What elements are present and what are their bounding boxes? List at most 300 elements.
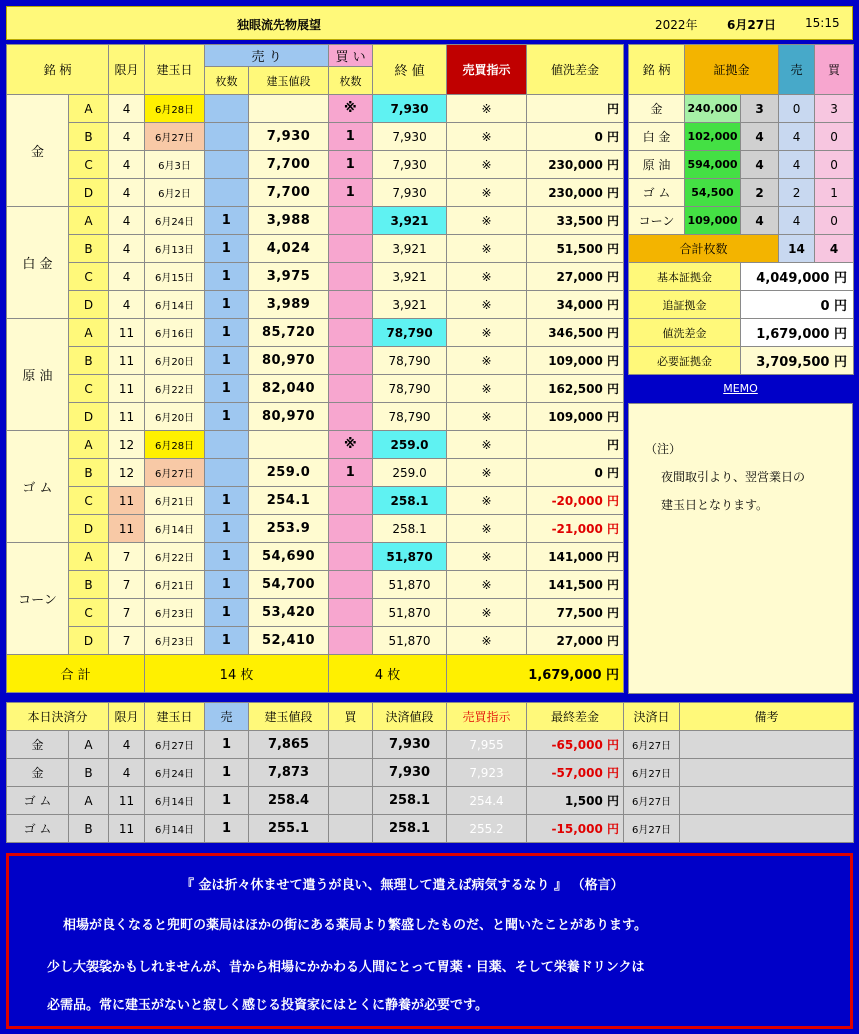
- diff-value: 230,000 円: [527, 179, 624, 207]
- date-label: 6月27日: [727, 18, 777, 32]
- open-date: 6月14日: [145, 291, 205, 319]
- close-price: 7,930: [373, 151, 447, 179]
- limit-month: 7: [109, 571, 145, 599]
- memo-link[interactable]: MEMO: [723, 382, 758, 395]
- settled-entry-price: 258.4: [249, 787, 329, 815]
- header-diff: 値洗差金: [527, 45, 624, 95]
- position-slot: D: [69, 291, 109, 319]
- settled-buy: [329, 815, 373, 843]
- close-price: 3,921: [373, 263, 447, 291]
- total-label: 合 計: [7, 655, 145, 693]
- additional-margin-value: 0 円: [741, 291, 854, 319]
- open-date: 6月22日: [145, 375, 205, 403]
- instrument-name: ゴ ム: [7, 431, 69, 543]
- settled-entry-price: 7,873: [249, 759, 329, 787]
- diff-value: 円: [527, 431, 624, 459]
- entry-price: 3,989: [249, 291, 329, 319]
- trade-signal: ※: [447, 123, 527, 151]
- limit-month: 12: [109, 459, 145, 487]
- margin-qty: 4: [741, 151, 779, 179]
- position-slot: C: [69, 375, 109, 403]
- settled-slot: A: [69, 731, 109, 759]
- diff-value: 109,000 円: [527, 403, 624, 431]
- settled-remarks: [680, 815, 854, 843]
- margin-buy: 3: [815, 95, 854, 123]
- limit-month: 4: [109, 123, 145, 151]
- limit-month: 4: [109, 291, 145, 319]
- sell-qty: [205, 179, 249, 207]
- sell-qty: 1: [205, 235, 249, 263]
- diff-value: 109,000 円: [527, 347, 624, 375]
- sell-qty: 1: [205, 515, 249, 543]
- open-date: 6月13日: [145, 235, 205, 263]
- settled-final-diff: -15,000 円: [527, 815, 624, 843]
- diff-value: 51,500 円: [527, 235, 624, 263]
- header-open-date: 建玉日: [145, 45, 205, 95]
- settled-price: 258.1: [373, 787, 447, 815]
- entry-price: 52,410: [249, 627, 329, 655]
- trade-signal: ※: [447, 347, 527, 375]
- position-slot: A: [69, 319, 109, 347]
- sell-qty: 1: [205, 599, 249, 627]
- close-price: 51,870: [373, 543, 447, 571]
- settled-slot: B: [69, 759, 109, 787]
- position-slot: B: [69, 235, 109, 263]
- total-diff: 1,679,000 円: [447, 655, 624, 693]
- header-sell: 売 り: [205, 45, 329, 67]
- diff-value: 0 円: [527, 459, 624, 487]
- sell-qty: [205, 95, 249, 123]
- settled-remarks: [680, 759, 854, 787]
- limit-month: 4: [109, 235, 145, 263]
- entry-price: [249, 95, 329, 123]
- position-row: [7, 459, 624, 487]
- margin-row: [629, 95, 854, 123]
- entry-price: 80,970: [249, 347, 329, 375]
- position-row: [7, 599, 624, 627]
- settled-row: [7, 815, 854, 843]
- position-row: [7, 235, 624, 263]
- buy-qty: [329, 571, 373, 599]
- margin-amount: 240,000: [685, 95, 741, 123]
- close-price: 51,870: [373, 627, 447, 655]
- buy-qty: 1: [329, 151, 373, 179]
- limit-month: 11: [109, 319, 145, 347]
- memo-line-1: （注）: [645, 442, 682, 456]
- trade-signal: ※: [447, 459, 527, 487]
- position-row: [7, 571, 624, 599]
- sell-qty: 1: [205, 627, 249, 655]
- instrument-name: コーン: [7, 543, 69, 655]
- header-instrument: 銘 柄: [7, 45, 109, 95]
- margin-row: [629, 207, 854, 235]
- instrument-name: 白 金: [7, 207, 69, 319]
- position-slot: C: [69, 487, 109, 515]
- settled-header-open-date: 建玉日: [145, 703, 205, 731]
- settled-month: 4: [109, 759, 145, 787]
- buy-qty: [329, 319, 373, 347]
- header-sell-qty: 枚数: [205, 67, 249, 95]
- position-row: [7, 319, 624, 347]
- buy-qty: 1: [329, 459, 373, 487]
- diff-value: 162,500 円: [527, 375, 624, 403]
- entry-price: 54,700: [249, 571, 329, 599]
- diff-value: 円: [527, 95, 624, 123]
- entry-price: 85,720: [249, 319, 329, 347]
- settled-month: 11: [109, 787, 145, 815]
- sell-qty: 1: [205, 375, 249, 403]
- settled-final-diff: 1,500 円: [527, 787, 624, 815]
- trade-signal: ※: [447, 543, 527, 571]
- margin-header-sell: 売: [779, 45, 815, 95]
- position-slot: D: [69, 403, 109, 431]
- limit-month: 11: [109, 487, 145, 515]
- buy-qty: ※: [329, 95, 373, 123]
- open-date: 6月23日: [145, 627, 205, 655]
- total-buy: 4 枚: [329, 655, 447, 693]
- position-row: [7, 487, 624, 515]
- entry-price: 3,988: [249, 207, 329, 235]
- settled-row: [7, 731, 854, 759]
- settled-remarks: [680, 731, 854, 759]
- settled-instrument: ゴ ム: [7, 787, 69, 815]
- margin-header-buy: 買: [815, 45, 854, 95]
- position-row: [7, 347, 624, 375]
- settled-open-date: 6月14日: [145, 815, 205, 843]
- position-row: [7, 375, 624, 403]
- position-slot: A: [69, 207, 109, 235]
- margin-total-sell: 14: [779, 235, 815, 263]
- settled-price: 258.1: [373, 815, 447, 843]
- buy-qty: [329, 347, 373, 375]
- required-margin-label: 必要証拠金: [629, 347, 741, 375]
- margin-row: [629, 123, 854, 151]
- instrument-name: 金: [7, 95, 69, 207]
- limit-month: 11: [109, 347, 145, 375]
- close-price: 7,930: [373, 179, 447, 207]
- margin-sell: 2: [779, 179, 815, 207]
- limit-month: 4: [109, 95, 145, 123]
- buy-qty: ※: [329, 431, 373, 459]
- position-row: [7, 627, 624, 655]
- buy-qty: [329, 403, 373, 431]
- trade-signal: ※: [447, 263, 527, 291]
- margin-total-label: 合計枚数: [629, 235, 779, 263]
- trade-signal: ※: [447, 207, 527, 235]
- sell-qty: 1: [205, 487, 249, 515]
- position-slot: A: [69, 431, 109, 459]
- close-price: 78,790: [373, 403, 447, 431]
- position-slot: B: [69, 347, 109, 375]
- close-price: 51,870: [373, 571, 447, 599]
- settled-signal: 255.2: [447, 815, 527, 843]
- buy-qty: [329, 207, 373, 235]
- trade-signal: ※: [447, 571, 527, 599]
- settled-signal: 254.4: [447, 787, 527, 815]
- margin-qty: 3: [741, 95, 779, 123]
- margin-instrument: 金: [629, 95, 685, 123]
- buy-qty: 1: [329, 123, 373, 151]
- open-date: 6月20日: [145, 347, 205, 375]
- year-label: 2022年: [655, 18, 698, 32]
- open-date: 6月16日: [145, 319, 205, 347]
- position-row: [7, 207, 624, 235]
- diff-value: 0 円: [527, 123, 624, 151]
- settled-header-settle-price: 決済値段: [373, 703, 447, 731]
- buy-qty: [329, 487, 373, 515]
- settled-sell: 1: [205, 787, 249, 815]
- buy-qty: [329, 375, 373, 403]
- open-date: 6月3日: [145, 151, 205, 179]
- limit-month: 4: [109, 179, 145, 207]
- margin-buy: 0: [815, 151, 854, 179]
- settled-signal: 7,923: [447, 759, 527, 787]
- settled-instrument: 金: [7, 759, 69, 787]
- margin-amount: 109,000: [685, 207, 741, 235]
- settled-header-entry-price: 建玉値段: [249, 703, 329, 731]
- close-price: 3,921: [373, 207, 447, 235]
- entry-price: 254.1: [249, 487, 329, 515]
- position-row: [7, 95, 624, 123]
- diff-value: 141,500 円: [527, 571, 624, 599]
- diff-value: 141,000 円: [527, 543, 624, 571]
- settled-price: 7,930: [373, 731, 447, 759]
- time-label: 15:15: [805, 16, 840, 30]
- close-price: 78,790: [373, 375, 447, 403]
- settled-remarks: [680, 787, 854, 815]
- settled-date: 6月27日: [624, 787, 680, 815]
- diff-value: 34,000 円: [527, 291, 624, 319]
- settled-open-date: 6月24日: [145, 759, 205, 787]
- diff-value: 346,500 円: [527, 319, 624, 347]
- header-entry-price: 建玉値段: [249, 67, 329, 95]
- open-date: 6月14日: [145, 515, 205, 543]
- sell-qty: [205, 123, 249, 151]
- position-row: [7, 291, 624, 319]
- open-date: 6月22日: [145, 543, 205, 571]
- margin-buy: 0: [815, 207, 854, 235]
- title-bar: [6, 6, 853, 40]
- margin-header-margin: 証拠金: [685, 45, 779, 95]
- position-row: [7, 123, 624, 151]
- trade-signal: ※: [447, 151, 527, 179]
- position-row: [7, 263, 624, 291]
- settled-signal: 7,955: [447, 731, 527, 759]
- proverb-line-3: 少し大袈裟かもしれませんが、昔から相場にかかわる人間にとって胃薬・目薬、そして栄養ドリンクは: [47, 960, 645, 975]
- limit-month: 4: [109, 151, 145, 179]
- open-date: 6月21日: [145, 571, 205, 599]
- settled-row: [7, 787, 854, 815]
- open-date: 6月24日: [145, 207, 205, 235]
- buy-qty: [329, 599, 373, 627]
- position-slot: C: [69, 599, 109, 627]
- position-row: [7, 179, 624, 207]
- position-slot: D: [69, 515, 109, 543]
- limit-month: 4: [109, 207, 145, 235]
- open-date: 6月28日: [145, 95, 205, 123]
- margin-instrument: ゴ ム: [629, 179, 685, 207]
- margin-row: [629, 151, 854, 179]
- settled-sell: 1: [205, 759, 249, 787]
- settled-header-final-diff: 最終差金: [527, 703, 624, 731]
- position-slot: A: [69, 95, 109, 123]
- positions-table: [6, 44, 624, 693]
- margin-sell: 4: [779, 123, 815, 151]
- settled-sell: 1: [205, 731, 249, 759]
- position-row: [7, 431, 624, 459]
- close-price: 258.1: [373, 487, 447, 515]
- entry-price: 7,700: [249, 179, 329, 207]
- diff-value: 230,000 円: [527, 151, 624, 179]
- limit-month: 4: [109, 263, 145, 291]
- buy-qty: [329, 543, 373, 571]
- margin-instrument: 白 金: [629, 123, 685, 151]
- position-slot: B: [69, 459, 109, 487]
- settled-header-remarks: 備考: [680, 703, 854, 731]
- settled-header-buy: 買: [329, 703, 373, 731]
- margin-table: [628, 44, 854, 375]
- position-row: [7, 515, 624, 543]
- trade-signal: ※: [447, 599, 527, 627]
- margin-buy: 0: [815, 123, 854, 151]
- margin-total-buy: 4: [815, 235, 854, 263]
- entry-price: 54,690: [249, 543, 329, 571]
- settled-slot: A: [69, 787, 109, 815]
- open-date: 6月15日: [145, 263, 205, 291]
- settled-slot: B: [69, 815, 109, 843]
- additional-margin-label: 追証拠金: [629, 291, 741, 319]
- buy-qty: [329, 515, 373, 543]
- margin-sell: 4: [779, 151, 815, 179]
- settled-month: 11: [109, 815, 145, 843]
- sell-qty: [205, 151, 249, 179]
- diff-margin-value: 1,679,000 円: [741, 319, 854, 347]
- margin-qty: 4: [741, 123, 779, 151]
- sell-qty: 1: [205, 571, 249, 599]
- position-slot: D: [69, 627, 109, 655]
- memo-line-3: 建玉日となります。: [661, 498, 769, 512]
- close-price: 78,790: [373, 347, 447, 375]
- position-slot: B: [69, 571, 109, 599]
- close-price: 259.0: [373, 459, 447, 487]
- settled-final-diff: -65,000 円: [527, 731, 624, 759]
- settled-table: [6, 702, 854, 843]
- memo-panel: [628, 403, 853, 694]
- settled-date: 6月27日: [624, 815, 680, 843]
- settled-header-month: 限月: [109, 703, 145, 731]
- sell-qty: 1: [205, 403, 249, 431]
- limit-month: 7: [109, 543, 145, 571]
- open-date: 6月27日: [145, 123, 205, 151]
- settled-date: 6月27日: [624, 731, 680, 759]
- close-price: 3,921: [373, 291, 447, 319]
- instrument-name: 原 油: [7, 319, 69, 431]
- sell-qty: 1: [205, 347, 249, 375]
- margin-buy: 1: [815, 179, 854, 207]
- limit-month: 11: [109, 403, 145, 431]
- diff-value: 77,500 円: [527, 599, 624, 627]
- sell-qty: 1: [205, 543, 249, 571]
- trade-signal: ※: [447, 291, 527, 319]
- entry-price: 7,930: [249, 123, 329, 151]
- close-price: 259.0: [373, 431, 447, 459]
- basic-margin-label: 基本証拠金: [629, 263, 741, 291]
- required-margin-value: 3,709,500 円: [741, 347, 854, 375]
- limit-month: 11: [109, 375, 145, 403]
- position-slot: B: [69, 123, 109, 151]
- proverb-line-4: 必需品。常に建玉がないと寂しく感じる投資家にはとくに静養が必要です。: [47, 998, 488, 1013]
- settled-header-sell: 売: [205, 703, 249, 731]
- entry-price: 82,040: [249, 375, 329, 403]
- settled-entry-price: 255.1: [249, 815, 329, 843]
- settled-date: 6月27日: [624, 759, 680, 787]
- sell-qty: 1: [205, 291, 249, 319]
- margin-amount: 594,000: [685, 151, 741, 179]
- entry-price: 4,024: [249, 235, 329, 263]
- position-slot: C: [69, 151, 109, 179]
- trade-signal: ※: [447, 515, 527, 543]
- diff-value: 27,000 円: [527, 263, 624, 291]
- position-slot: D: [69, 179, 109, 207]
- header-close-price: 終 値: [373, 45, 447, 95]
- buy-qty: [329, 235, 373, 263]
- open-date: 6月2日: [145, 179, 205, 207]
- settled-entry-price: 7,865: [249, 731, 329, 759]
- header-trade-signal-button[interactable]: 売買指示: [447, 45, 527, 95]
- settled-open-date: 6月27日: [145, 731, 205, 759]
- open-date: 6月23日: [145, 599, 205, 627]
- margin-amount: 102,000: [685, 123, 741, 151]
- position-row: [7, 403, 624, 431]
- buy-qty: [329, 627, 373, 655]
- diff-value: 33,500 円: [527, 207, 624, 235]
- trade-signal: ※: [447, 375, 527, 403]
- entry-price: 3,975: [249, 263, 329, 291]
- settled-instrument: 金: [7, 731, 69, 759]
- trade-signal: ※: [447, 487, 527, 515]
- settled-header-trade-signal: 売買指示: [447, 703, 527, 731]
- position-slot: C: [69, 263, 109, 291]
- entry-price: 80,970: [249, 403, 329, 431]
- trade-signal: ※: [447, 627, 527, 655]
- margin-sell: 0: [779, 95, 815, 123]
- trade-signal: ※: [447, 319, 527, 347]
- limit-month: 7: [109, 599, 145, 627]
- margin-row: [629, 179, 854, 207]
- header-limit-month: 限月: [109, 45, 145, 95]
- sell-qty: [205, 459, 249, 487]
- buy-qty: [329, 263, 373, 291]
- entry-price: 7,700: [249, 151, 329, 179]
- limit-month: 7: [109, 627, 145, 655]
- diff-margin-label: 値洗差金: [629, 319, 741, 347]
- position-row: [7, 151, 624, 179]
- sell-qty: [205, 431, 249, 459]
- trade-signal: ※: [447, 235, 527, 263]
- proverb-box: [6, 853, 853, 1029]
- settled-month: 4: [109, 731, 145, 759]
- open-date: 6月27日: [145, 459, 205, 487]
- close-price: 51,870: [373, 599, 447, 627]
- margin-qty: 4: [741, 207, 779, 235]
- margin-qty: 2: [741, 179, 779, 207]
- entry-price: 259.0: [249, 459, 329, 487]
- diff-value: 27,000 円: [527, 627, 624, 655]
- settled-sell: 1: [205, 815, 249, 843]
- close-price: 3,921: [373, 235, 447, 263]
- settled-instrument: ゴ ム: [7, 815, 69, 843]
- entry-price: [249, 431, 329, 459]
